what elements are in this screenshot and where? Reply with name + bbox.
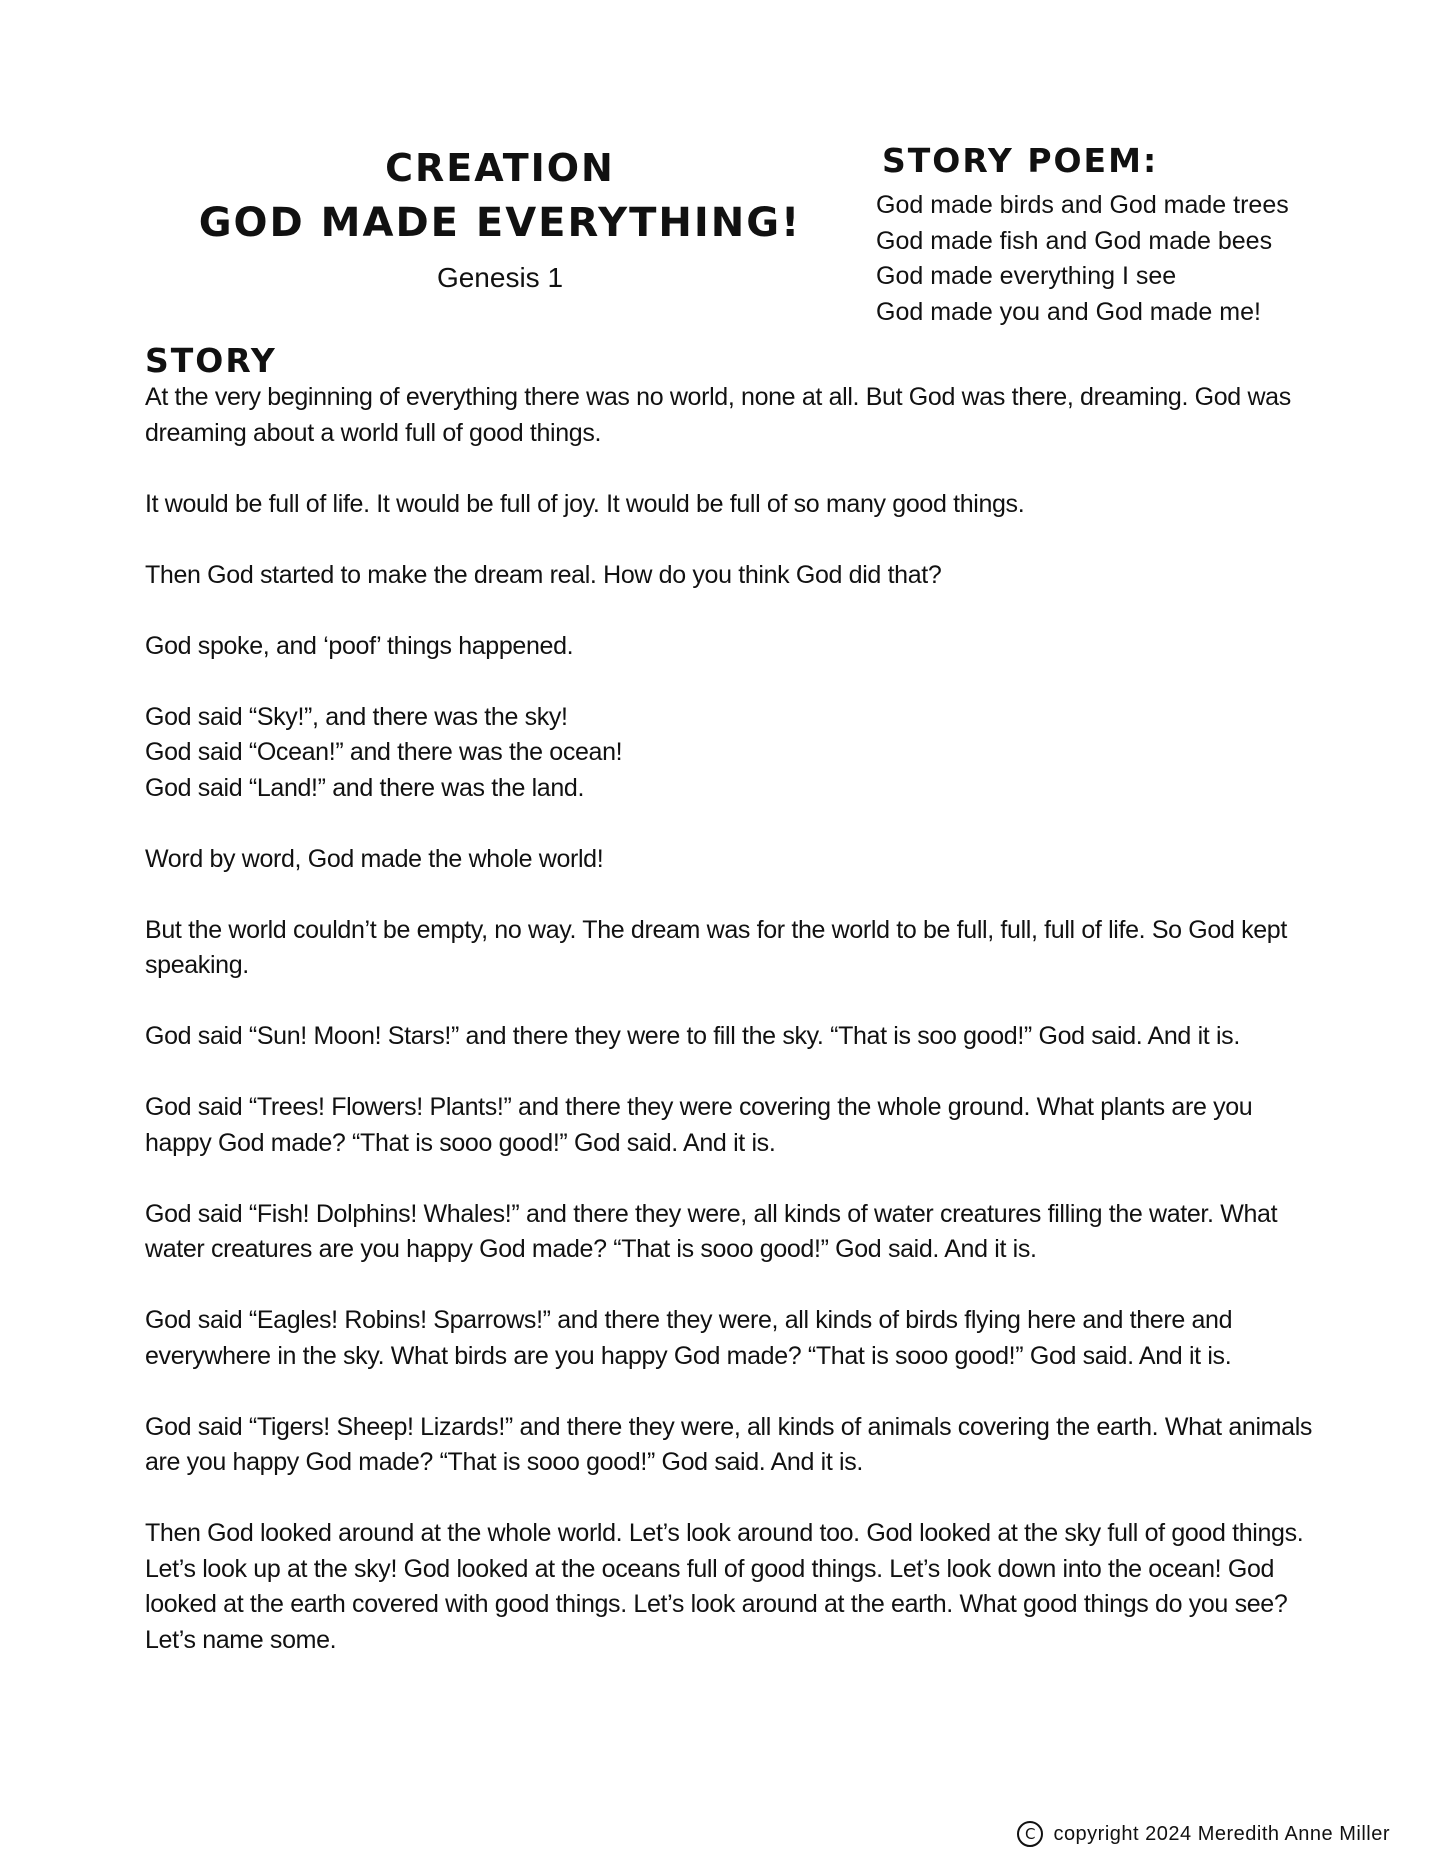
story-poem [876, 138, 1396, 330]
story-paragraph: God said “Fish! Dolphins! Whales!” and there they were, all kinds of water creatures filling the water. What water creatures are you happy God made? “That is sooo good!” God said. And it is. [145, 1199, 1278, 1263]
story-paragraph: But the world couldn’t be empty, no way. The dream was for the world to be full, full, full of life. So God kept speaking. [145, 915, 1287, 979]
poem-line: God made birds and God made trees [876, 191, 1289, 219]
copyright-icon: C [1017, 1821, 1043, 1847]
story-paragraph: God said “Eagles! Robins! Sparrows!” and there they were, all kinds of birds flying here and there and everywhere in the sky. What birds are you happy God made? “That is sooo good!” God said. And it is. [145, 1306, 1233, 1370]
story-paragraph: Then God looked around at the whole world. Let’s look around too. God looked at the sky full of good things. Let’s look up at the sky! God looked at the oceans full of good things. Let’s look down into the ocean! God looked at the earth covered with good things. Let’s look around at the earth. What good things do you see? Let’s name some. [145, 1519, 1304, 1654]
poem-lines [876, 188, 1396, 330]
story-paragraph: Word by word, God made the whole world! [145, 844, 604, 873]
story-heading: STORY [145, 341, 277, 380]
story-body [145, 380, 1320, 1694]
story-paragraph: Then God started to make the dream real. How do you think God did that? [145, 560, 942, 589]
story-paragraph: It would be full of life. It would be full of joy. It would be full of so many good things. [145, 489, 1025, 518]
story-paragraph: God said “Trees! Flowers! Plants!” and there they were covering the whole ground. What plants are you happy God made? “That is sooo good!” God said. And it is. [145, 1093, 1253, 1157]
page-title: CREATION [385, 146, 615, 190]
copyright-footer [1017, 1819, 1390, 1849]
poem-line: God made everything I see [876, 262, 1177, 290]
title-block [190, 142, 810, 298]
poem-heading: STORY POEM: [882, 141, 1159, 180]
scripture-reference: Genesis 1 [436, 262, 564, 293]
story-paragraph: God said “Sun! Moon! Stars!” and there they were to fill the sky. “That is soo good!” God said. And it is. [145, 1022, 1240, 1050]
poem-line: God made you and God made me! [876, 297, 1261, 326]
story-paragraph: God said “Sky!”, and there was the sky! God said “Ocean!” and there was the ocean! God said “Land!” and there was the land. [145, 702, 623, 802]
story-paragraph: God said “Tigers! Sheep! Lizards!” and there they were, all kinds of animals covering the earth. What animals are you happy God made? “That is sooo good!” God said. And it is. [145, 1412, 1313, 1476]
page-subtitle: GOD MADE EVERYTHING! [198, 200, 802, 246]
story-paragraph: God spoke, and ‘poof’ things happened. [145, 631, 574, 660]
poem-line: God made fish and God made bees [876, 226, 1273, 255]
story-paragraph: At the very beginning of everything there was no world, none at all. But God was there, dreaming. God was dreaming about a world full of good things. [145, 383, 1291, 447]
copyright-text: copyright 2024 Meredith Anne Miller [1053, 1823, 1390, 1845]
